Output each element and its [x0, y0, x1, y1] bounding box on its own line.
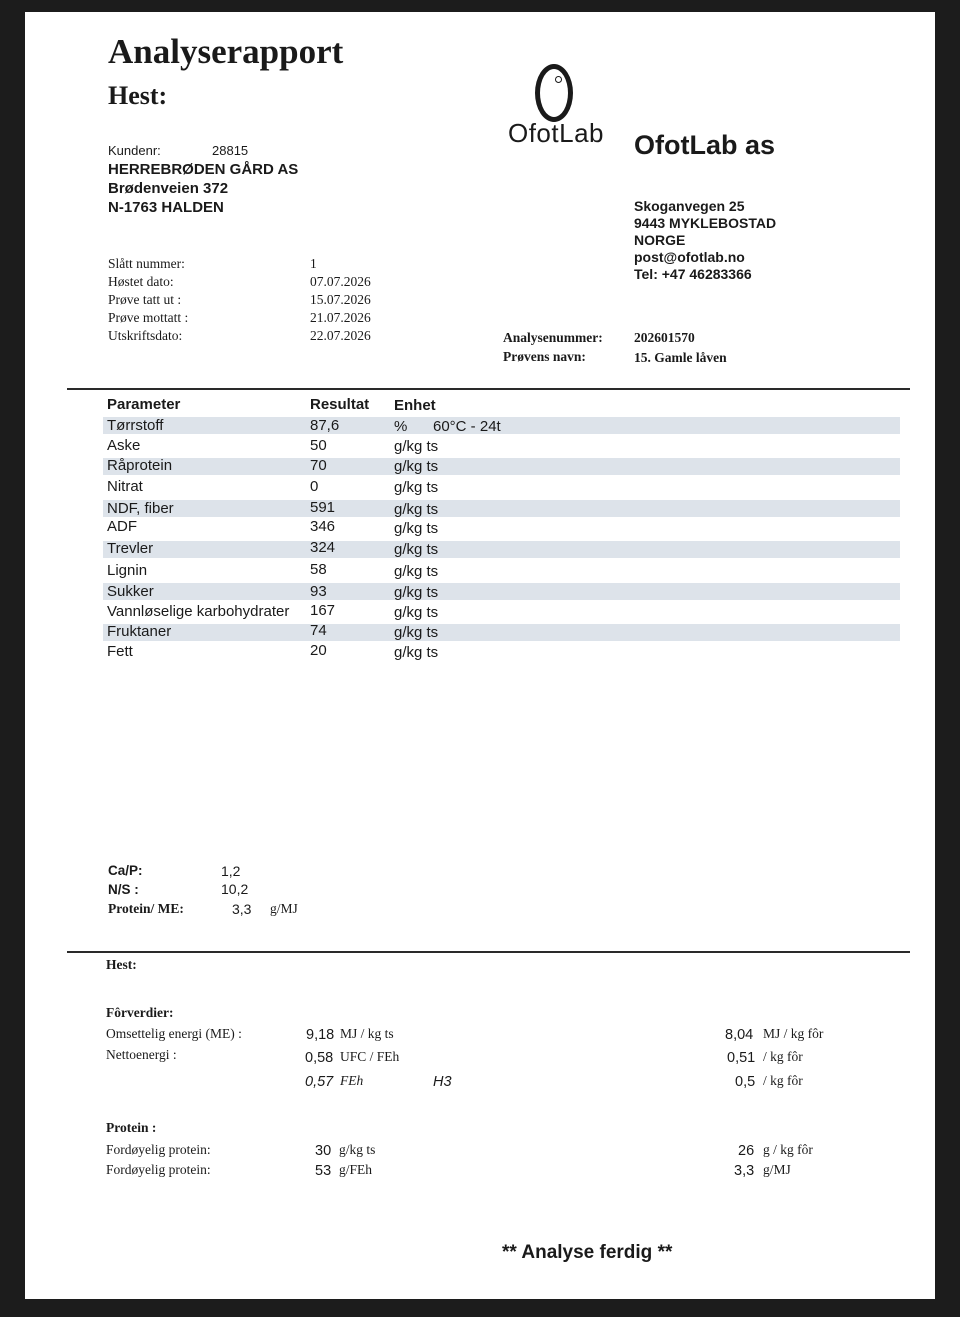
- sample-field-value: 1: [310, 256, 317, 271]
- col-header-parameter: Parameter: [107, 396, 181, 413]
- digestible-protein-label: Fordøyelig protein:: [106, 1162, 211, 1177]
- result-cell: 74: [310, 622, 327, 639]
- lab-country: NORGE: [634, 232, 686, 248]
- ratio-label: N/S :: [108, 882, 139, 897]
- ratio-label: Ca/P:: [108, 863, 143, 878]
- unit-cell: g/kg ts: [394, 644, 439, 661]
- analysis-status: ** Analyse ferdig **: [502, 1242, 673, 1263]
- ratio-label: Protein/ ME:: [108, 901, 184, 916]
- fp1-unit: g/kg ts: [339, 1142, 376, 1157]
- lab-phone: Tel: +47 46283366: [634, 266, 752, 282]
- ratio-value: 10,2: [221, 881, 249, 897]
- row-band: [103, 583, 900, 600]
- parameter-cell: Vannløselige karbohydrater: [107, 603, 290, 620]
- forverdier-label: Fôrverdier:: [106, 1005, 174, 1020]
- unit-cell: g/kg ts: [394, 520, 439, 537]
- lab-street: Skoganvegen 25: [634, 198, 745, 214]
- ratio-unit: g/MJ: [270, 901, 298, 916]
- logo-text: OfotLab: [507, 118, 604, 148]
- fp1-for-value: 26: [738, 1143, 755, 1159]
- parameter-cell: Fruktaner: [107, 623, 172, 640]
- parameter-cell: Lignin: [107, 562, 148, 579]
- logo-dot: [555, 76, 562, 83]
- sample-field-label: Utskriftsdato:: [108, 328, 183, 343]
- ne-ufc-for-value: 0,51: [727, 1050, 756, 1066]
- ne-feh-for-unit: / kg fôr: [763, 1073, 803, 1088]
- digestible-protein-label: Fordøyelig protein:: [106, 1142, 211, 1157]
- fp2-unit: g/FEh: [339, 1162, 373, 1177]
- logo-mark: [515, 54, 593, 120]
- lab-city: 9443 MYKLEBOSTAD: [634, 215, 777, 231]
- result-cell: 0: [310, 478, 319, 495]
- ratio-value: 1,2: [221, 863, 241, 879]
- fp2-for-unit: g/MJ: [763, 1162, 791, 1177]
- ne-feh-tag: H3: [433, 1074, 452, 1090]
- customer-name: HERREBRØDEN GÅRD AS: [108, 161, 299, 178]
- ne-feh-unit: FEh: [340, 1073, 364, 1088]
- unit-cell: g/kg ts: [394, 563, 439, 580]
- unit-cell: %: [394, 418, 408, 435]
- lab-name: OfotLab as: [634, 130, 776, 160]
- fp2-for-value: 3,3: [734, 1163, 755, 1179]
- me-ts-value: 9,18: [306, 1027, 335, 1043]
- report-page: [25, 12, 935, 1299]
- sample-name: 15. Gamle låven: [634, 350, 727, 365]
- ofotlab-logo: [507, 54, 604, 149]
- col-header-unit: Enhet: [394, 397, 436, 414]
- row-band: [103, 541, 900, 558]
- parameter-cell: Trevler: [107, 540, 154, 557]
- sample-field-value: 15.07.2026: [310, 292, 371, 307]
- row-band: [103, 417, 900, 434]
- col-header-result: Resultat: [310, 396, 370, 413]
- parameter-cell: Aske: [107, 437, 141, 454]
- result-cell: 87,6: [310, 417, 340, 434]
- report-subtitle: Hest:: [108, 81, 168, 110]
- feed-section-label: Hest:: [106, 957, 137, 972]
- result-cell: 50: [310, 437, 327, 454]
- analysis-number-label: Analysenummer:: [503, 330, 603, 345]
- unit-cell: g/kg ts: [394, 624, 439, 641]
- row-band: [103, 500, 900, 517]
- me-ts-unit: MJ / kg ts: [340, 1026, 394, 1041]
- parameter-cell: Fett: [107, 643, 133, 660]
- logo-ring: [535, 64, 573, 122]
- result-cell: 58: [310, 561, 327, 578]
- result-cell: 70: [310, 457, 327, 474]
- unit-cell: g/kg ts: [394, 438, 439, 455]
- customer-number: 28815: [212, 143, 249, 158]
- sample-field-label: Høstet dato:: [108, 274, 174, 289]
- me-for-unit: MJ / kg fôr: [763, 1026, 824, 1041]
- fp2-value: 53: [315, 1163, 332, 1179]
- result-cell: 20: [310, 642, 327, 659]
- sample-field-label: Prøve tatt ut :: [108, 292, 182, 307]
- customer-city: N-1763 HALDEN: [108, 199, 224, 216]
- parameter-cell: Sukker: [107, 583, 154, 600]
- customer-number-label: Kundenr:: [108, 143, 161, 158]
- unit-cell: g/kg ts: [394, 458, 439, 475]
- ne-ufc-value: 0,58: [305, 1050, 334, 1066]
- row-band: [103, 458, 900, 475]
- customer-street: Brødenveien 372: [108, 180, 229, 197]
- result-cell: 591: [310, 499, 336, 516]
- unit-cell: g/kg ts: [394, 584, 439, 601]
- sample-field-label: Prøve mottatt :: [108, 310, 189, 325]
- row-band: [103, 624, 900, 641]
- divider-bottom: [67, 951, 910, 953]
- me-for-value: 8,04: [725, 1027, 754, 1043]
- lab-email: post@ofotlab.no: [634, 249, 745, 265]
- ne-ufc-unit: UFC / FEh: [340, 1049, 400, 1064]
- analysis-number: 202601570: [634, 330, 695, 345]
- ne-ufc-for-unit: / kg fôr: [763, 1049, 803, 1064]
- protein-label: Protein :: [106, 1120, 157, 1135]
- unit-cell: g/kg ts: [394, 501, 439, 518]
- sample-field-value: 22.07.2026: [310, 328, 371, 343]
- unit-cell: g/kg ts: [394, 541, 439, 558]
- sample-field-label: Slått nummer:: [108, 256, 185, 271]
- me-label: Omsettelig energi (ME) :: [106, 1026, 242, 1041]
- ne-label: Nettoenergi :: [106, 1047, 177, 1062]
- fp1-value: 30: [315, 1143, 332, 1159]
- fp1-for-unit: g / kg fôr: [763, 1142, 813, 1157]
- ne-feh-value: 0,57: [305, 1074, 334, 1090]
- unit-cell: g/kg ts: [394, 604, 439, 621]
- ne-feh-for-value: 0,5: [735, 1074, 756, 1090]
- result-cell: 167: [310, 602, 336, 619]
- parameter-cell: Tørrstoff: [107, 417, 164, 434]
- report-title: Analyserapport: [108, 32, 344, 71]
- parameter-cell: Nitrat: [107, 478, 143, 495]
- parameter-cell: NDF, fiber: [107, 500, 174, 517]
- parameter-cell: Råprotein: [107, 457, 173, 474]
- ratio-value: 3,3: [232, 901, 252, 917]
- method-note: 60°C - 24t: [433, 418, 501, 435]
- divider-top: [67, 388, 910, 390]
- result-cell: 346: [310, 518, 336, 535]
- sample-field-value: 07.07.2026: [310, 274, 371, 289]
- result-cell: 93: [310, 583, 327, 600]
- sample-field-value: 21.07.2026: [310, 310, 371, 325]
- unit-cell: g/kg ts: [394, 479, 439, 496]
- sample-name-label: Prøvens navn:: [503, 349, 586, 364]
- result-cell: 324: [310, 539, 336, 556]
- parameter-cell: ADF: [107, 518, 137, 535]
